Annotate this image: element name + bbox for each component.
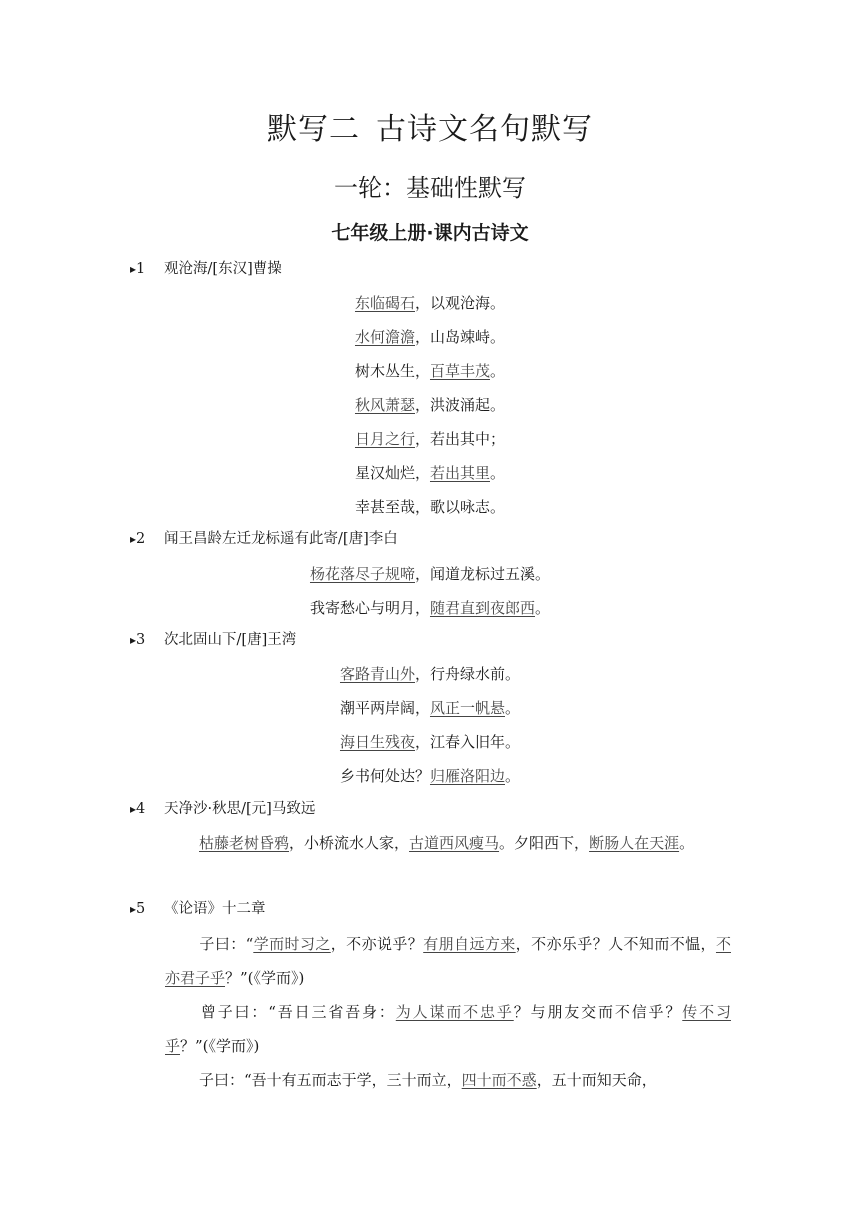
line-text: ，若出其中；	[415, 430, 506, 448]
bullet-marker: ▸	[130, 532, 137, 546]
item-number: 4	[136, 801, 146, 817]
line-text: ，小桥流水人家，	[289, 834, 410, 852]
blank-answer: 日月之行	[354, 430, 415, 448]
blank-answer: 客路青山外	[339, 665, 415, 683]
prose-paragraph	[165, 927, 731, 995]
line-text: ，五十而知天命，	[536, 1071, 657, 1089]
poem-line	[0, 697, 860, 719]
section-heading: 七年级上册·课内古诗文	[331, 222, 529, 244]
blank-answer: 归雁洛阳边	[429, 767, 505, 785]
item-title: 《论语》十二章	[164, 901, 266, 917]
page-title	[0, 104, 860, 148]
blank-answer: 秋风萧瑟	[354, 396, 415, 414]
item-title: 天净沙·秋思/[元]马致远	[164, 801, 316, 817]
blank-answer: 古道西风瘦马	[409, 834, 500, 852]
bullet-marker: ▸	[130, 902, 137, 916]
blank-answer: 海日生残夜	[339, 733, 415, 751]
line-text: 。夕阳西下，	[499, 834, 590, 852]
line-text: 。	[505, 699, 521, 717]
line-text: 幸甚至哉，歌以咏志。	[354, 498, 505, 516]
bullet-marker: ▸	[130, 802, 137, 816]
blank-answer: 随君直到夜郎西	[429, 599, 535, 617]
poem-line	[0, 765, 860, 787]
item-heading-3	[130, 629, 296, 651]
blank-answer: 为人谋而不忠乎	[395, 1003, 514, 1021]
bullet-marker: ▸	[130, 262, 137, 276]
line-text: 乡书何处达？	[339, 767, 430, 785]
poem-line	[0, 394, 860, 416]
blank-answer: 不亦君子乎	[165, 935, 731, 987]
poem-line	[0, 462, 860, 484]
line-text: ，不亦乐乎？人不知而不愠，	[515, 935, 716, 953]
item-title: 观沧海/[东汉]曹操	[164, 261, 282, 277]
blank-answer: 枯藤老树昏鸦	[199, 834, 290, 852]
item-heading-4	[130, 798, 315, 820]
title-part-b: 古诗文名句默写	[376, 112, 593, 147]
item-title: 次北固山下/[唐]王湾	[164, 632, 297, 648]
line-text: 。	[490, 362, 506, 380]
line-text: 子曰：“	[199, 935, 254, 953]
blank-answer: 传不习乎	[165, 1003, 731, 1055]
blank-answer: 四十而不惑	[461, 1071, 537, 1089]
blank-answer: 水何澹澹	[354, 328, 415, 346]
prose-paragraph	[165, 995, 731, 1063]
line-text: 。	[505, 767, 521, 785]
item-heading-2	[130, 528, 398, 550]
prose-paragraph	[165, 1063, 731, 1097]
line-text: 曾子曰：“吾日三省吾身：	[199, 1003, 396, 1021]
item-number: 5	[136, 901, 146, 917]
blank-answer: 东临碣石	[354, 294, 415, 312]
line-text: 。	[679, 834, 695, 852]
line-text: 。	[535, 599, 551, 617]
bullet-marker: ▸	[130, 633, 137, 647]
poem-line	[0, 663, 860, 685]
item-number: 1	[136, 261, 146, 277]
blank-answer: 断肠人在天涯	[589, 834, 680, 852]
item-heading-1	[130, 258, 282, 280]
poem-line	[0, 360, 860, 382]
prose-paragraph	[165, 826, 731, 860]
line-text: 树木丛生，	[354, 362, 430, 380]
item-heading-5	[130, 898, 266, 920]
item-title: 闻王昌龄左迁龙标遥有此寄/[唐]李白	[164, 531, 398, 547]
blank-answer: 杨花落尽子规啼	[309, 565, 415, 583]
line-text: 我寄愁心与明月，	[309, 599, 430, 617]
line-text: 。	[490, 464, 506, 482]
item-number: 2	[136, 531, 146, 547]
line-text: ，洪波涌起。	[415, 396, 506, 414]
poem-line	[0, 597, 860, 619]
line-text: ？”(《学而》)	[225, 969, 305, 987]
poem-line	[0, 326, 860, 348]
line-text: 潮平两岸阔，	[339, 699, 430, 717]
poem-line	[0, 563, 860, 585]
line-text: ，闻道龙标过五溪。	[415, 565, 551, 583]
line-text: ，山岛竦峙。	[415, 328, 506, 346]
poem-line	[0, 428, 860, 450]
line-text: ，江春入旧年。	[415, 733, 521, 751]
blank-answer: 有朋自远方来	[423, 935, 516, 953]
line-text: 星汉灿烂，	[354, 464, 430, 482]
blank-answer: 学而时习之	[253, 935, 331, 953]
poem-line	[0, 496, 860, 518]
blank-answer: 若出其里	[429, 464, 490, 482]
item-number: 3	[136, 632, 146, 648]
line-text: 子曰：“吾十有五而志于学，三十而立，	[199, 1071, 462, 1089]
blank-answer: 风正一帆悬	[429, 699, 505, 717]
page-subtitle: 一轮：基础性默写	[334, 174, 526, 202]
line-text: ，不亦说乎？	[330, 935, 424, 953]
title-part-a: 默写二	[267, 112, 360, 147]
line-text: ？”(《学而》)	[180, 1037, 260, 1055]
poem-line	[0, 292, 860, 314]
blank-answer: 百草丰茂	[429, 362, 490, 380]
line-text: ，以观沧海。	[415, 294, 506, 312]
line-text: ？与朋友交而不信乎？	[513, 1003, 683, 1021]
poem-line	[0, 731, 860, 753]
line-text: ，行舟绿水前。	[415, 665, 521, 683]
